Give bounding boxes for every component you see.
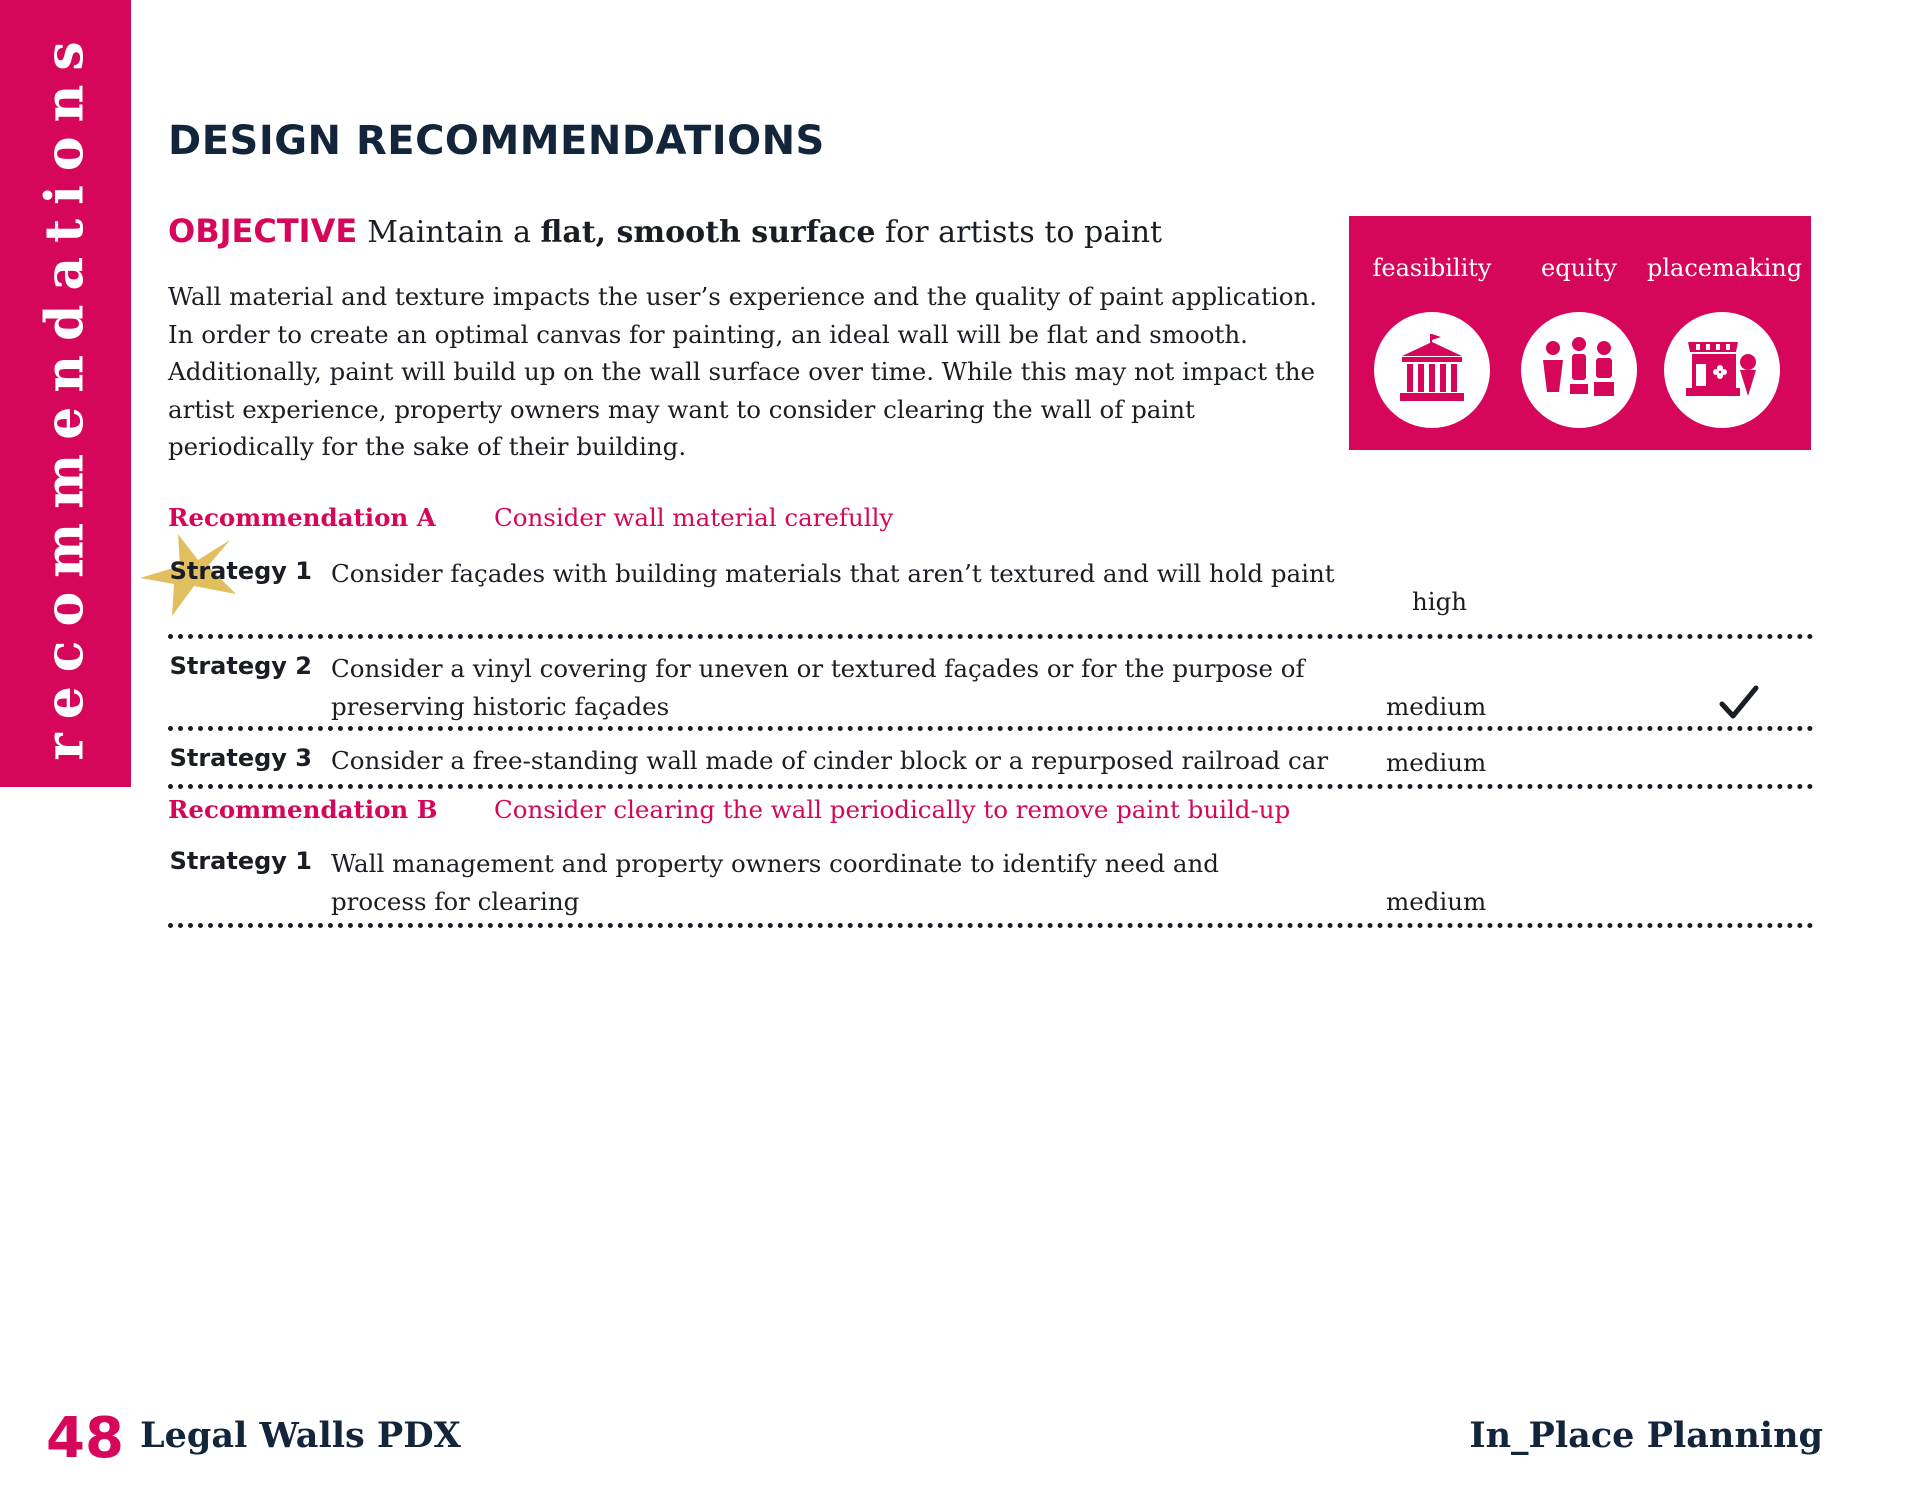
recommendation-title: Consider clearing the wall periodically to remove paint build-up [494, 795, 1291, 824]
recommendation-title: Consider wall material carefully [494, 503, 894, 532]
strategy-rating: medium [1386, 748, 1487, 777]
page-title: DESIGN RECOMMENDATIONS [168, 118, 825, 164]
strategy-row [168, 845, 1814, 925]
row-divider [168, 634, 1814, 639]
criteria-box [1349, 216, 1811, 450]
strategy-rating: medium [1386, 692, 1487, 721]
recommendation-label: Recommendation A [168, 503, 436, 532]
strategy-row [168, 555, 1814, 635]
footer-doc-title: Legal Walls PDX [140, 1415, 461, 1456]
strategy-label: Strategy 1 [169, 847, 312, 875]
page-number: 48 [46, 1406, 124, 1471]
strategy-label: Strategy 1 [169, 557, 312, 585]
strategy-label: Strategy 2 [169, 652, 312, 680]
recommendation-a-header [168, 503, 893, 543]
objective-text-bold: flat, smooth surface [540, 215, 876, 250]
strategy-text: Consider a vinyl covering for uneven or textured façades or for the purpose of preserving historic façades [331, 654, 1305, 721]
recommendation-b-header [168, 795, 1290, 835]
checkmark-icon [1718, 682, 1760, 724]
row-divider [168, 784, 1814, 789]
objective-text-after: for artists to paint [875, 215, 1163, 250]
sidebar-label: recommendations [34, 27, 96, 761]
objective-text-before: Maintain a [367, 215, 541, 250]
criteria-label-placemaking: placemaking [1647, 254, 1803, 282]
criteria-label-feasibility: feasibility [1372, 254, 1492, 282]
strategy-row [168, 742, 1814, 786]
strategy-rating: medium [1386, 887, 1487, 916]
strategy-text: Consider façades with building materials that aren’t textured and will hold paint [331, 559, 1335, 588]
intro-paragraph: Wall material and texture impacts the user’s experience and the quality of paint application. In order to create an optimal canvas for painting, an ideal wall will be flat and smooth. Additionally, paint will build up on the wall surface over time. While this may not impact the artist experience, property owners may want to consider clearing the wall of paint periodically for the sake of their building. [168, 282, 1318, 461]
criteria-label-equity: equity [1541, 254, 1617, 282]
strategy-row [168, 650, 1814, 730]
strategy-label: Strategy 3 [169, 744, 312, 772]
footer-org: In_Place Planning [1469, 1415, 1823, 1456]
strategy-rating: high [1412, 587, 1468, 616]
recommendation-label: Recommendation B [168, 795, 438, 824]
objective-keyword: OBJECTIVE [168, 212, 358, 250]
sidebar-band [0, 0, 131, 787]
people-icon [1521, 312, 1637, 428]
building-icon [1374, 312, 1490, 428]
strategy-text: Consider a free-standing wall made of cinder block or a repurposed railroad car [331, 746, 1329, 775]
strategy-text: Wall management and property owners coordinate to identify need and process for clearing [331, 849, 1219, 916]
objective [168, 212, 1318, 250]
row-divider [168, 726, 1814, 731]
storefront-icon [1664, 312, 1780, 428]
row-divider [168, 923, 1814, 928]
